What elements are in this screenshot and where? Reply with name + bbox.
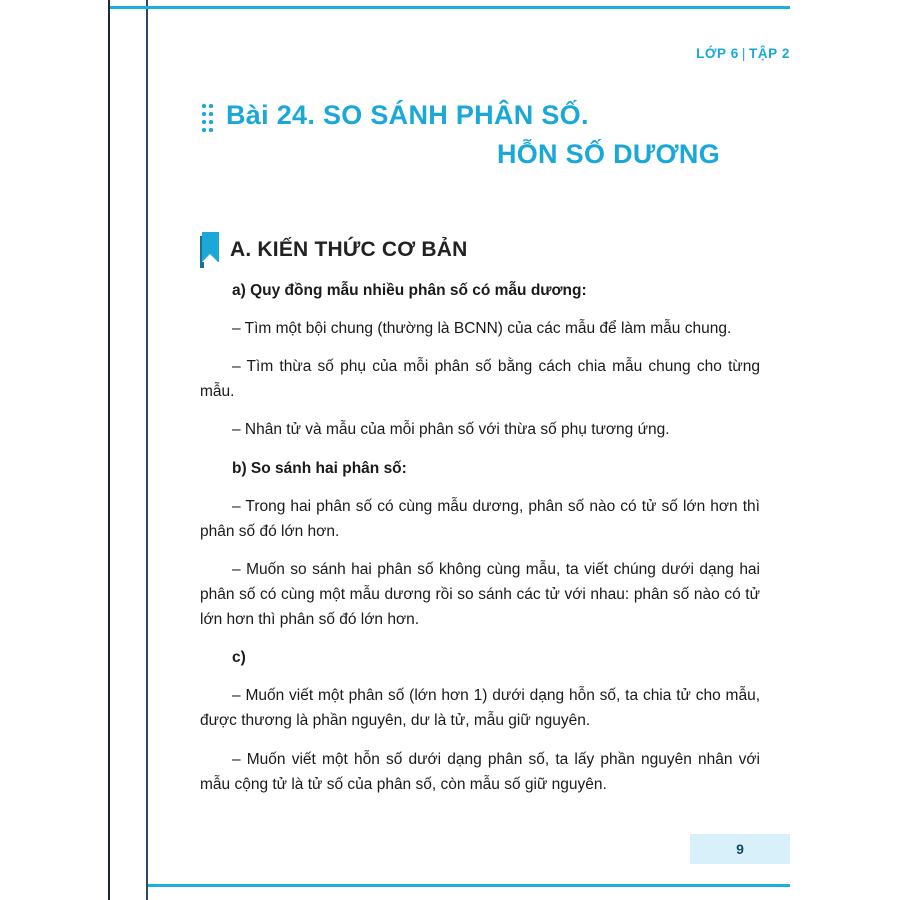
page-title-line-1: Bài 24. SO SÁNH PHÂN SỐ. bbox=[226, 100, 589, 130]
spine-outer-line bbox=[108, 0, 110, 900]
body-text bbox=[200, 278, 760, 810]
paragraph-c-heading: c) bbox=[232, 649, 246, 667]
bookmark-icon bbox=[200, 232, 222, 268]
section-heading bbox=[200, 232, 800, 268]
paragraph-c-item-1: – Muốn viết một phân số (lớn hơn 1) dưới dạng hỗn số, ta chia tử cho mẫu, được thương là phần nguyên, dư là tử, mẫu giữ nguyên. bbox=[200, 687, 760, 730]
page-content bbox=[160, 0, 800, 900]
paragraph-a-item-2: – Tìm thừa số phụ của mỗi phân số bằng cách chia mẫu chung cho từng mẫu. bbox=[200, 358, 760, 401]
section-heading-label: A. KIẾN THỨC CƠ BẢN bbox=[230, 238, 468, 261]
page-number-tab bbox=[690, 834, 790, 864]
paragraph-b-item-2: – Muốn so sánh hai phân số không cùng mẫu, ta viết chúng dưới dạng hai phân số có cùng một mẫu dương rồi so sánh các tử với nhau: phân số nào có tử lớn hơn thì phân số đó lớn hơn. bbox=[200, 560, 760, 629]
lesson-title-block bbox=[200, 96, 800, 174]
spine-inner-line bbox=[146, 0, 148, 900]
header-separator: | bbox=[741, 46, 746, 61]
paragraph-b-item-1: – Trong hai phân số có cùng mẫu dương, phân số nào có tử số lớn hơn thì phân số đó lớn hơn. bbox=[200, 497, 760, 540]
paragraph-a-heading: a) Quy đồng mẫu nhiều phân số có mẫu dương: bbox=[232, 282, 587, 299]
page-title-line-2: HỖN SỐ DƯƠNG bbox=[496, 139, 720, 170]
paragraph-a-item-3: – Nhân tử và mẫu của mỗi phân số với thừa số phụ tương ứng. bbox=[232, 421, 670, 439]
paragraph-a-item-1: – Tìm một bội chung (thường là BCNN) của các mẫu để làm mẫu chung. bbox=[232, 320, 732, 338]
running-header bbox=[696, 46, 790, 61]
paragraph-c-item-2: – Muốn viết một hỗn số dưới dạng phân số, ta lấy phần nguyên nhân với mẫu cộng tử là tử số của phân số, còn mẫu số giữ nguyên. bbox=[200, 750, 760, 793]
paragraph-b-heading: b) So sánh hai phân số: bbox=[232, 459, 407, 477]
dot-grid-icon bbox=[202, 104, 218, 138]
header-grade: LỚP 6 bbox=[696, 46, 739, 61]
header-volume: TẬP 2 bbox=[748, 46, 790, 61]
page-number: 9 bbox=[736, 841, 744, 857]
